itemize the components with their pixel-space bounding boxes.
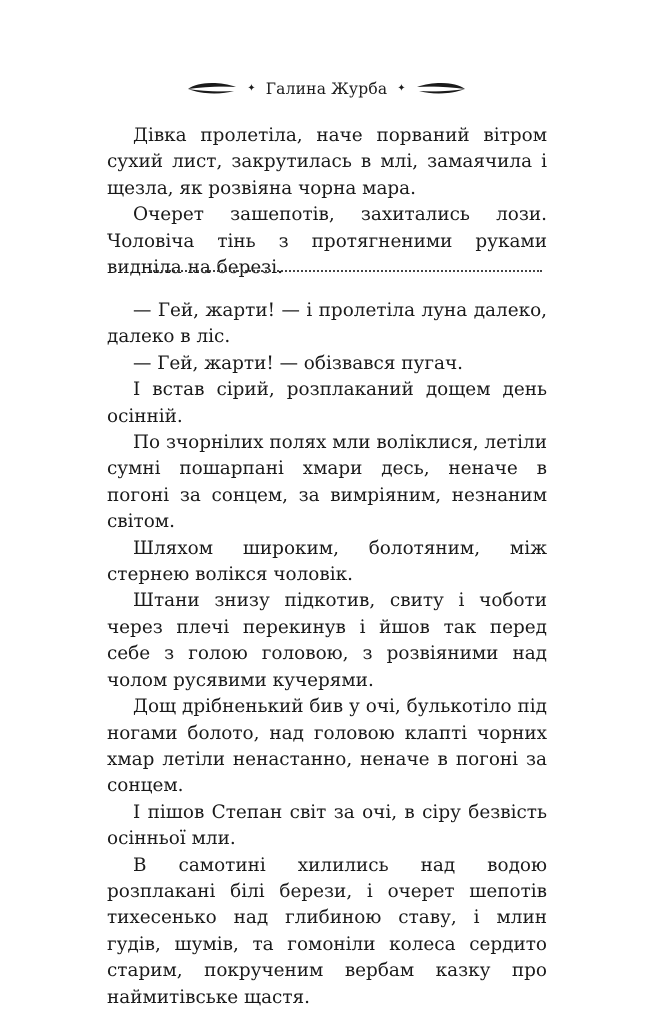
paragraph: І встав сірий, розплаканий дощем день осінній. — [107, 379, 547, 427]
text-section-1 — [107, 123, 547, 281]
paragraph: По зчорнілих полях мли воліклися, летіли сумні пошарпані хмари десь, неначе в погоні за сонцем, за вимріяним, незнаним світом. — [107, 432, 547, 533]
paragraph: В самотині хилились над водою розплакані білі берези, і очерет шепотів тихесенько над глибиною ставу, і млин гудів, шумів, та гомоніли колеса сердито старим, покрученим вербам казку про наймитівське щастя. — [107, 854, 547, 1008]
header-star-icon: ✦ — [397, 83, 406, 94]
right-leaf-flourish-icon — [416, 81, 466, 97]
left-leaf-flourish-icon — [187, 81, 237, 97]
text-section-2 — [107, 298, 547, 1011]
paragraph: — Гей, жарти! — і пролетіла луна далеко, далеко в ліс. — [107, 300, 547, 348]
paragraph: Дівка пролетіла, наче порваний вітром сухий лист, закрутилась в млі, замаячила і щезла, як розвіяна чорна мара. — [107, 125, 547, 199]
header-star-icon: ✦ — [247, 83, 256, 94]
running-head-author: Галина Журба — [265, 80, 388, 98]
paragraph: Шляхом широким, болотяним, між стернею волікся чоловік. — [107, 537, 547, 586]
paragraph: Штани знизу підкотив, свиту і чоботи через плечі перекинув і йшов так перед себе з голою головою, з розвіяними над чолом русявими кучерями. — [107, 590, 547, 691]
paragraph: — Гей, жарти! — обізвався пугач. — [133, 352, 463, 374]
dotted-section-separator — [150, 262, 542, 272]
paragraph: І пішов Степан світ за очі, в сіру безвість осінньої мли. — [107, 801, 547, 850]
paragraph: Дощ дрібненький бив у очі, булькотіло під ногами болото, над головою клапті чорних хмар летіли ненастанно, неначе в погоні за сонцем. — [107, 696, 547, 797]
paragraph: Очерет зашепотів, захитались лози. Чоловіча тінь з протягненими руками виднiла на березі. — [107, 204, 547, 279]
running-header — [0, 76, 653, 102]
